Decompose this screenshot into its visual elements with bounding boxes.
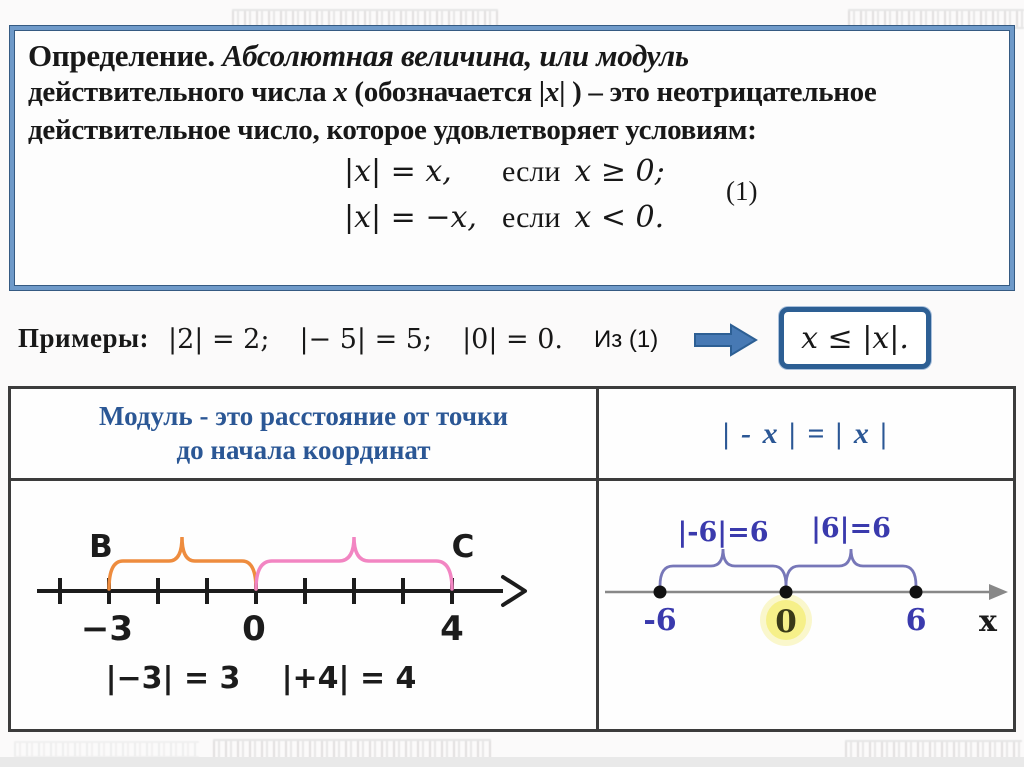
tick-label-minus6: -6 [643, 603, 677, 638]
axis-x-label: x [979, 604, 997, 639]
example-item: |0| = 0. [462, 324, 563, 355]
meander-pattern-bottom-faint [14, 741, 199, 758]
arrow-right-icon [694, 323, 758, 357]
left-header-cell [11, 389, 599, 481]
example-item: |− 5| = 5; [299, 324, 433, 355]
point-zero [780, 586, 793, 599]
definition-body-line2: действительное число, которое удовлетворяет условиям: [28, 114, 757, 146]
tick-label-four: 4 [440, 609, 464, 649]
abs-formula-minus3: |−3| = 3 [105, 661, 241, 696]
result-formula: x ≤ |x|. [801, 320, 909, 356]
left-diagram-cell [11, 481, 599, 729]
summary-table [8, 386, 1016, 732]
formula1-cond-math: x ≥ 0; [574, 154, 665, 189]
tick-label-six: 6 [905, 603, 927, 638]
formula1-condition [502, 154, 665, 189]
number-line-diagram-right [599, 481, 1013, 729]
abs-formula-plus4: |+4| = 4 [281, 661, 417, 696]
math-x: x [333, 76, 348, 108]
formula2-cond-math: x < 0. [574, 200, 665, 235]
definition-text-run: действительного числа [28, 76, 334, 108]
definition-heading-rest: Абсолютная величина, или модуль [214, 38, 689, 73]
point-minus6 [654, 586, 667, 599]
point-b-label: B [89, 529, 113, 565]
arrow-right-shape [695, 325, 756, 355]
brace-label-six: |6|=6 [811, 513, 891, 544]
math-x: x [544, 76, 560, 108]
point-six [910, 586, 923, 599]
left-header-line2: до начала координат [176, 434, 431, 465]
definition-text-run: | ) – это неотрицательное [559, 76, 877, 108]
formula2-condition [502, 200, 665, 235]
number-line-diagram-left [11, 481, 596, 729]
right-header-formula: | - x | = | x | [722, 416, 889, 450]
definition-formulas [344, 154, 665, 246]
if-word: если [502, 155, 561, 188]
equation-number: (1) [726, 176, 758, 206]
brace-minus3-to-0 [109, 537, 256, 589]
examples-band [0, 299, 1024, 385]
definition-body-line1 [28, 76, 876, 109]
point-c-label: C [451, 529, 475, 565]
examples-items [168, 324, 563, 355]
definition-box [10, 26, 1014, 290]
formula-row-1 [344, 154, 665, 200]
right-diagram-cell [599, 481, 1013, 729]
definition-heading-word: Определение. [28, 38, 215, 73]
right-header-cell [599, 389, 1013, 481]
brace-label-minus6: |-6|=6 [677, 517, 769, 548]
definition-text-run: (обозначается | [347, 76, 545, 108]
if-word: если [502, 201, 561, 234]
definition-heading [28, 38, 689, 74]
bottom-gray-band [0, 757, 1024, 767]
formula-row-2 [344, 200, 665, 246]
brace-minus6-to-0 [660, 549, 786, 586]
axis-arrowhead [989, 584, 1008, 600]
brace-0-to-6 [786, 549, 916, 586]
left-header-line1: Модуль - это расстояние от точки [98, 400, 509, 431]
formula1-left: |x| = x, [344, 154, 452, 189]
example-item: |2| = 2; [168, 324, 270, 355]
from-reference: Из (1) [594, 326, 659, 353]
tick-label-zero: 0 [775, 604, 797, 640]
examples-label: Примеры: [18, 323, 150, 353]
tick-label-zero: 0 [242, 609, 266, 649]
result-box [779, 307, 931, 369]
axis-arrowhead [503, 577, 525, 605]
formula2-left: |x| = −x, [344, 200, 477, 235]
tick-label-minus3: −3 [80, 609, 134, 649]
